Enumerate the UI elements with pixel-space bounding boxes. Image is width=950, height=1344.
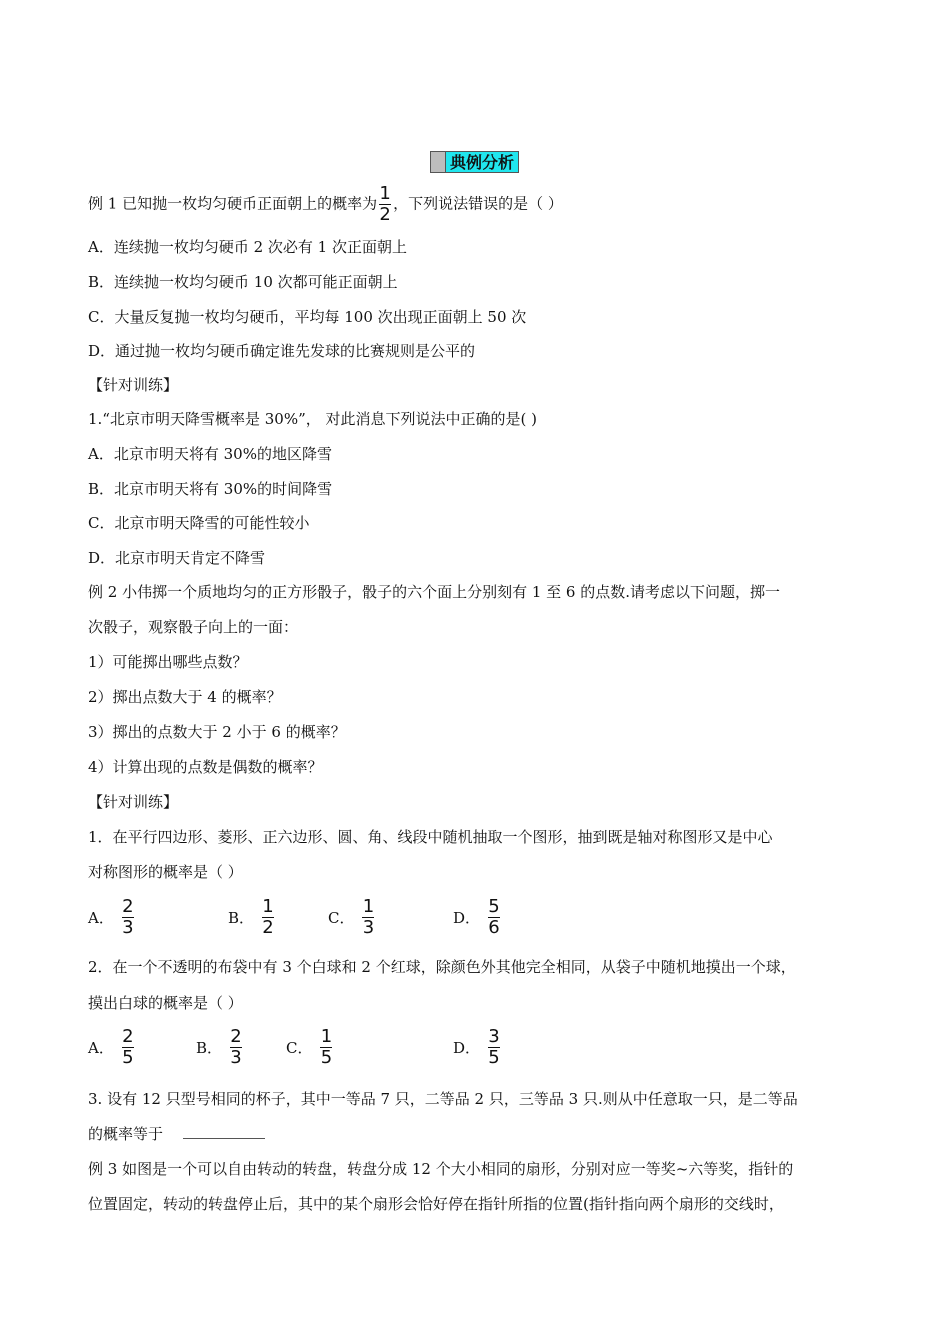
q2-option-a-fraction: $\frac{2}{5}$ bbox=[122, 1026, 134, 1068]
ex1-option-d: D．通过抛一枚均匀硬币确定谁先发球的比赛规则是公平的 bbox=[88, 342, 476, 360]
q2-option-d: D． $\frac{3}{5}$ bbox=[453, 1026, 500, 1068]
ex2-question-3: 3）掷出的点数大于 2 小于 6 的概率？ bbox=[88, 723, 346, 741]
section-title bbox=[430, 151, 519, 173]
q1-option-b-fraction: $\frac{1}{2}$ bbox=[262, 896, 274, 938]
title-marker bbox=[430, 151, 445, 173]
q1-line-2: 对称图形的概率是（ ） bbox=[88, 863, 243, 881]
t1-option-d: D．北京市明天肯定不降雪 bbox=[88, 549, 266, 567]
q1-option-c: C． $\frac{1}{3}$ bbox=[328, 896, 375, 938]
t1-option-a: A．北京市明天将有 30%的地区降雪 bbox=[88, 445, 332, 463]
ex3-line-1: 例 3 如图是一个可以自由转动的转盘，转盘分成 12 个大小相同的扇形，分别对应一等奖~六等奖，指针的 bbox=[88, 1160, 794, 1178]
q3-answer-blank[interactable] bbox=[183, 1124, 265, 1139]
ex1-option-b: B．连续抛一枚均匀硬币 10 次都可能正面朝上 bbox=[88, 273, 398, 291]
t1-option-b: B．北京市明天将有 30%的时间降雪 bbox=[88, 480, 333, 498]
q3-line-1: 3. 设有 12 只型号相同的杯子，其中一等品 7 只，二等品 2 只，三等品 3 只.则从中任意取一只，是二等品 bbox=[88, 1090, 798, 1108]
example-1-stem bbox=[88, 184, 563, 225]
ex2-question-4: 4）计算出现的点数是偶数的概率？ bbox=[88, 758, 323, 776]
q1-option-a-fraction: $\frac{2}{3}$ bbox=[122, 896, 134, 938]
q3-line-2 bbox=[88, 1124, 265, 1144]
ex2-question-2: 2）掷出点数大于 4 的概率？ bbox=[88, 688, 282, 706]
ex1-option-a: A．连续抛一枚均匀硬币 2 次必有 1 次正面朝上 bbox=[88, 238, 407, 256]
t1-stem: 1.“北京市明天降雪概率是 30%”， 对此消息下列说法中正确的是( ) bbox=[88, 410, 537, 428]
t1-option-c: C．北京市明天降雪的可能性较小 bbox=[88, 514, 310, 532]
q3-line-2-text: 的概率等于 bbox=[88, 1125, 164, 1143]
ex1-option-c: C．大量反复抛一枚均匀硬币，平均每 100 次出现正面朝上 50 次 bbox=[88, 308, 527, 326]
q2-option-d-fraction: $\frac{3}{5}$ bbox=[488, 1026, 500, 1068]
ex1-stem-before: 例 1 已知抛一枚均匀硬币正面朝上的概率为 bbox=[88, 194, 378, 213]
q1-option-a: A． $\frac{2}{3}$ bbox=[88, 896, 134, 938]
q1-option-d-fraction: $\frac{5}{6}$ bbox=[488, 896, 500, 938]
q1-line-1: 1．在平行四边形、菱形、正六边形、圆、角、线段中随机抽取一个图形，抽到既是轴对称图形又是中心 bbox=[88, 828, 773, 846]
q2-option-c-fraction: $\frac{1}{5}$ bbox=[320, 1026, 333, 1068]
q1-option-d: D． $\frac{5}{6}$ bbox=[453, 896, 500, 938]
training-label-1: 【针对训练】 bbox=[88, 376, 179, 394]
ex1-fraction: $\frac{1}{2}$ bbox=[379, 183, 391, 225]
q2-line-1: 2．在一个不透明的布袋中有 3 个白球和 2 个红球，除颜色外其他完全相同，从袋子中随机地摸出一个球， bbox=[88, 958, 796, 976]
training-label-2: 【针对训练】 bbox=[88, 793, 179, 811]
q2-option-b: B． $\frac{2}{3}$ bbox=[196, 1026, 242, 1068]
q2-option-a: A． $\frac{2}{5}$ bbox=[88, 1026, 134, 1068]
q2-option-c: C． $\frac{1}{5}$ bbox=[286, 1026, 333, 1068]
section-title-text: 典例分析 bbox=[445, 151, 519, 173]
ex3-line-2: 位置固定，转动的转盘停止后，其中的某个扇形会恰好停在指针所指的位置(指针指向两个扇形的交线时， bbox=[88, 1195, 784, 1213]
q1-option-b: B． $\frac{1}{2}$ bbox=[228, 896, 274, 938]
ex2-line-2: 次骰子，观察骰子向上的一面： bbox=[88, 618, 299, 636]
ex2-question-1: 1）可能掷出哪些点数？ bbox=[88, 653, 248, 671]
q2-option-b-fraction: $\frac{2}{3}$ bbox=[230, 1026, 242, 1068]
ex1-stem-after: ，下列说法错误的是（ ） bbox=[393, 194, 563, 213]
ex2-line-1: 例 2 小伟掷一个质地均匀的正方形骰子，骰子的六个面上分别刻有 1 至 6 的点数.请考虑以下问题，掷一 bbox=[88, 583, 781, 601]
q1-option-c-fraction: $\frac{1}{3}$ bbox=[362, 896, 375, 938]
q2-line-2: 摸出白球的概率是（ ） bbox=[88, 994, 243, 1012]
